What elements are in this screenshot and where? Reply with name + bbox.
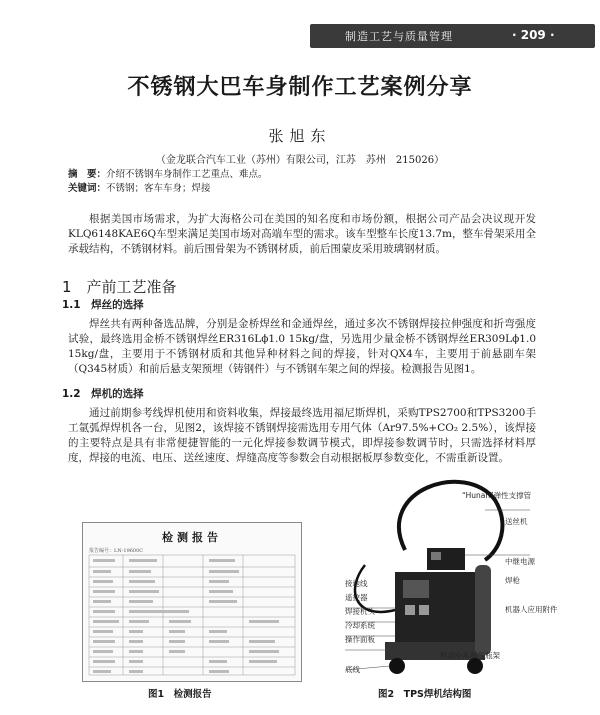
label-cart: 移动小车和气瓶架 (440, 651, 500, 660)
label-welding-head: 焊接机头 (345, 607, 375, 616)
abstract-text: 介绍不锈钢车身制作工艺重点、难点。 (106, 169, 268, 180)
subsection-heading: 1.1 焊丝的选择 (62, 299, 144, 311)
journal-name: 制造工艺与质量管理 (345, 30, 453, 43)
figure1-caption: 图1 检测报告 (148, 689, 212, 700)
affiliation: （金龙联合汽车工业（苏州）有限公司，江苏 苏州 215026） (155, 155, 445, 166)
intro-paragraph: 根据美国市场需求，为扩大海格公司在美国的知名度和市场份额，根据公司产品会决议现开发KLQ6148KAE6Q车型来满足美国市场对高端车型的需求。该车型整车长度13.7m，整车骨架采用全承载结构，不锈钢材料。前后围骨架为不锈钢材质，前后围蒙皮采用玻璃钢材质。 (68, 213, 536, 255)
label-remote: 遥控器 (345, 593, 368, 602)
report-number: 报告编号：LN-19600C (89, 548, 144, 554)
test-report-figure (82, 522, 302, 682)
label-gun: 焊枪 (505, 576, 520, 585)
section-heading: 1 产前工艺准备 (62, 278, 177, 296)
abstract-block (68, 168, 268, 196)
author: 张旭东 (268, 127, 332, 145)
label-cooling: 冷却系统 (345, 621, 375, 630)
label-panel: 操作面板 (345, 635, 375, 644)
figure2-caption: 图2 TPS焊机结构图 (378, 689, 472, 700)
paragraph-welder: 通过前期参考线焊机使用和资料收集，焊接最终选用福尼斯焊机，采购TPS2700和TPS3200手工氩弧焊焊机各一台，见图2，该焊接不锈钢焊接需选用专用气体（Ar97.5%+CO₂ 2.5%），该焊接的主要特点是具有非常便捷智能的一元化焊接参数调节模式，即焊接参数调节时，只需选择材料厚度，焊接的电流、电压、送丝速度、焊缝高度等参数会自动根据板厚参数变化，不需重新设置。 (68, 407, 536, 464)
page-number: · 209 · (512, 28, 555, 42)
report-title: 检测报告 (162, 531, 222, 544)
keywords-text: 不锈钢；客车车身；焊接 (106, 183, 211, 194)
keywords-label: 关键词： (68, 183, 107, 194)
label-robot-accessory: 机器人应用附件 (505, 605, 558, 614)
label-hose: “Hunan”弹性支撑管 (462, 491, 532, 500)
label-wire-feeder: 送丝机 (505, 517, 528, 526)
article-title: 不锈钢大巴车身制作工艺案例分享 (127, 75, 473, 100)
report-table-illustration (83, 523, 301, 681)
paragraph-wire: 焊丝共有两种备选品牌，分别是金桥焊丝和金通焊丝，通过多次不锈钢焊接拉伸强度和折弯强度试验，最终选用金桥不锈钢焊丝ER316Lϕ1.0 15kg/盘，另选用少量金桥不锈钢焊丝ER309Lϕ1.0 15kg/盘，主要用于不锈钢材质和其他异种材料之间的焊接，针对QX4车，主要用于前悬副车架（Q345材质）和前后悬支架预埋（铸钢件）与不锈钢车架之间的焊接。检测报告见图1。 (68, 318, 536, 375)
label-cable: 底线 (345, 665, 360, 674)
label-ground: 接地线 (345, 579, 368, 588)
subsection-heading: 1.2 焊机的选择 (62, 388, 144, 400)
abstract-label: 摘 要： (68, 169, 107, 180)
label-power-source: 中继电源 (505, 557, 535, 566)
